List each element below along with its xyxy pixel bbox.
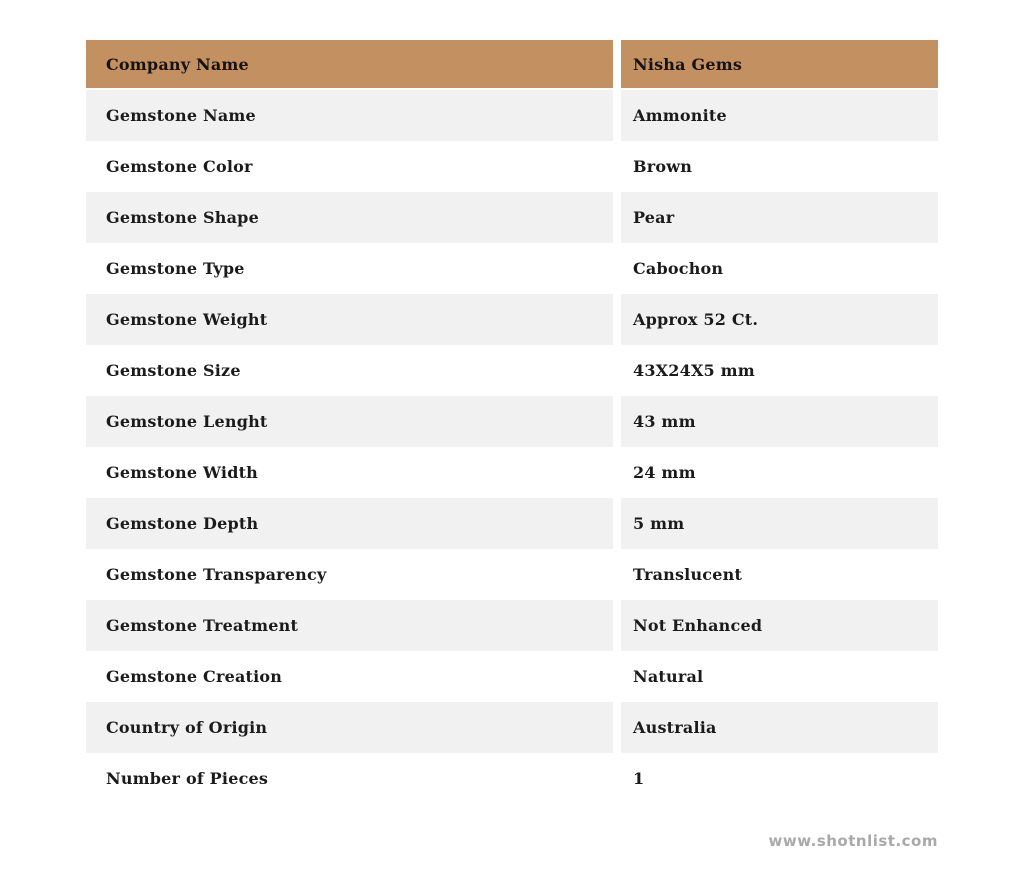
- table-row: [86, 90, 938, 141]
- row-value: 43X24X5 mm: [621, 345, 938, 396]
- row-value: Approx 52 Ct.: [621, 294, 938, 345]
- table-row: [86, 345, 938, 396]
- table-row: [86, 447, 938, 498]
- row-label: Gemstone Treatment: [86, 600, 613, 651]
- row-value: Pear: [621, 192, 938, 243]
- row-label: Country of Origin: [86, 702, 613, 753]
- table-row: [86, 141, 938, 192]
- row-label: Gemstone Size: [86, 345, 613, 396]
- row-value: Ammonite: [621, 90, 938, 141]
- row-value: 1: [621, 753, 938, 804]
- row-value: Not Enhanced: [621, 600, 938, 651]
- row-label: Gemstone Depth: [86, 498, 613, 549]
- row-label: Gemstone Lenght: [86, 396, 613, 447]
- row-label: Gemstone Color: [86, 141, 613, 192]
- table-row: [86, 294, 938, 345]
- row-label: Gemstone Shape: [86, 192, 613, 243]
- gemstone-spec-table: [86, 40, 938, 804]
- row-value: 24 mm: [621, 447, 938, 498]
- row-value: Translucent: [621, 549, 938, 600]
- table-row: [86, 192, 938, 243]
- row-label: Gemstone Weight: [86, 294, 613, 345]
- row-label: Gemstone Type: [86, 243, 613, 294]
- row-value: Australia: [621, 702, 938, 753]
- row-label: Gemstone Width: [86, 447, 613, 498]
- table-row: [86, 549, 938, 600]
- table-row: [86, 396, 938, 447]
- header-label-cell: Company Name: [86, 40, 613, 88]
- row-label: Gemstone Creation: [86, 651, 613, 702]
- table-row: [86, 651, 938, 702]
- table-row: [86, 753, 938, 804]
- table-row: [86, 600, 938, 651]
- watermark-text: www.shotnlist.com: [768, 832, 938, 850]
- row-value: Brown: [621, 141, 938, 192]
- table-row: [86, 498, 938, 549]
- row-label: Gemstone Transparency: [86, 549, 613, 600]
- row-value: 5 mm: [621, 498, 938, 549]
- row-value: 43 mm: [621, 396, 938, 447]
- row-label: Number of Pieces: [86, 753, 613, 804]
- table-body: [86, 90, 938, 804]
- header-value-cell: Nisha Gems: [621, 40, 938, 88]
- table-row: [86, 243, 938, 294]
- row-label: Gemstone Name: [86, 90, 613, 141]
- row-value: Cabochon: [621, 243, 938, 294]
- row-value: Natural: [621, 651, 938, 702]
- table-header-row: [86, 40, 938, 88]
- table-row: [86, 702, 938, 753]
